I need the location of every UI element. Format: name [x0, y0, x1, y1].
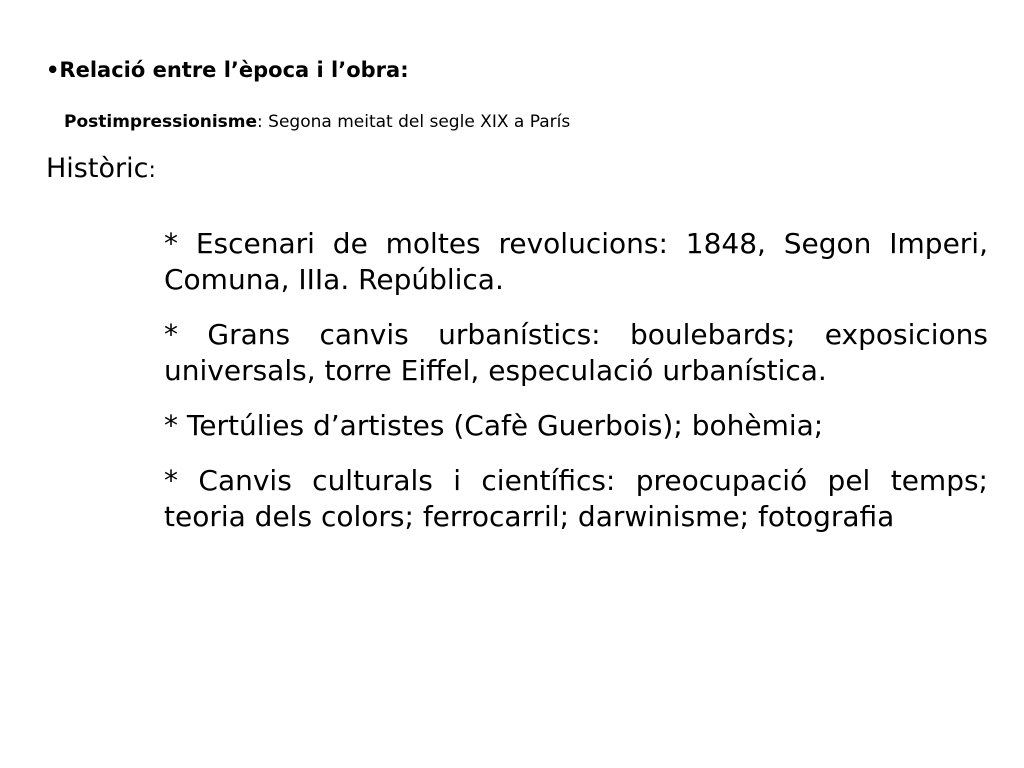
bullet-item-urbanism: * Grans canvis urbanístics: boulebards; exposicions universals, torre Eiffel, especulació urbanística.	[164, 318, 988, 387]
section-title-line	[46, 153, 156, 184]
bullet-item-revolutions: * Escenari de moltes revolucions: 1848, Segon Imperi, Comuna, IIIa. República.	[164, 227, 988, 296]
section-title-colon: :	[148, 158, 156, 183]
movement-term: Postimpressionisme	[64, 112, 258, 132]
historic-bullet-list	[164, 226, 988, 535]
slide-heading: •Relació entre l’època i l’obra:	[46, 58, 409, 82]
movement-description: : Segona meitat del segle XIX a París	[257, 112, 571, 132]
section-title: Històric	[46, 153, 149, 184]
bullet-item-culture-science: * Canvis culturals i científics: preocupació pel temps; teoria dels colors; ferrocarril; darwinisme; fotografia	[164, 464, 988, 533]
bullet-item-gatherings: * Tertúlies d’artistes (Cafè Guerbois); bohèmia;	[164, 409, 824, 442]
subheading-line	[64, 112, 570, 132]
